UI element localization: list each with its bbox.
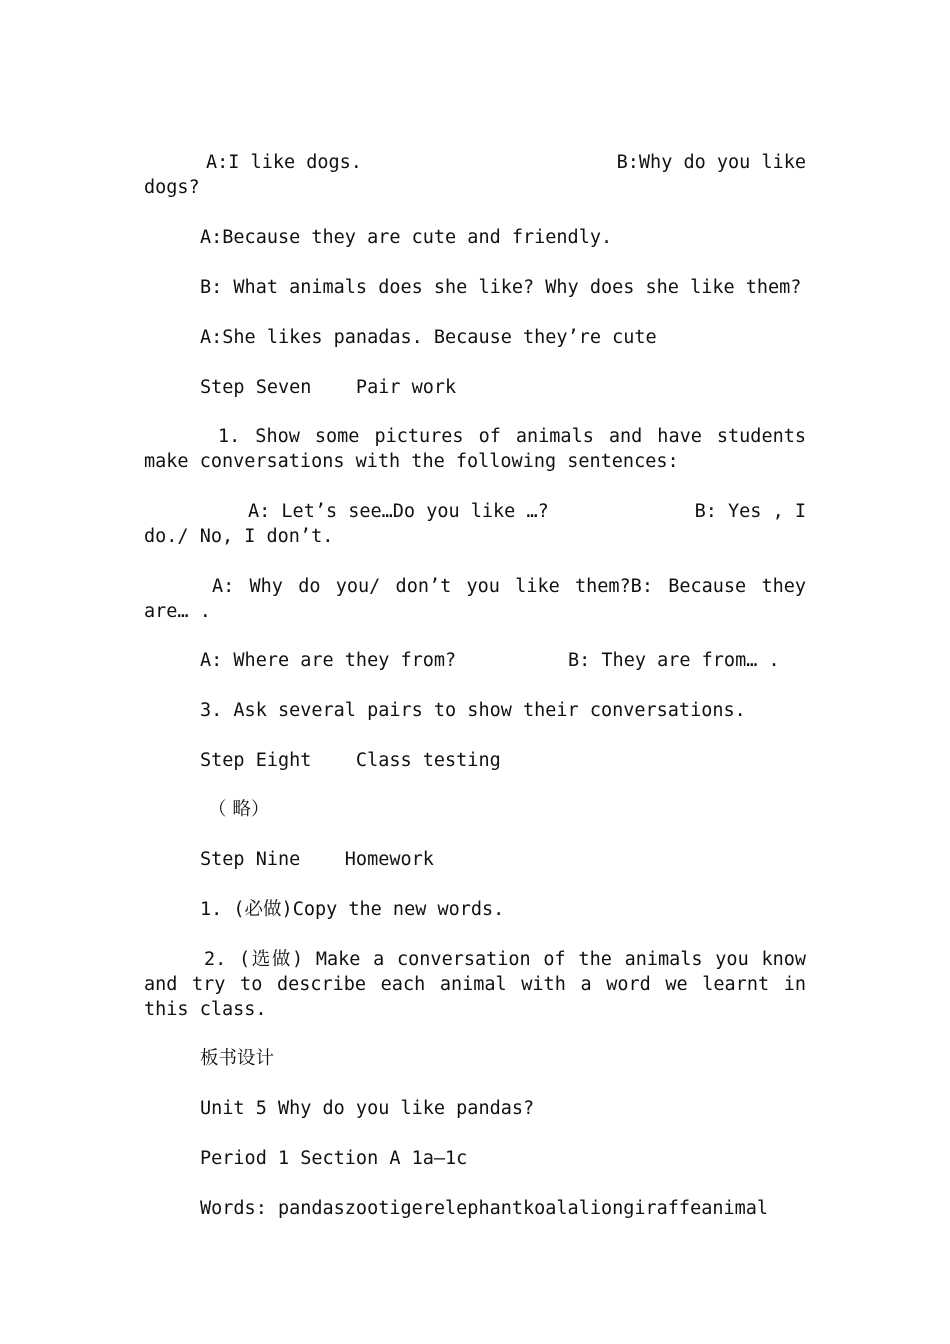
line-b-why-like-dogs: B:Why do you like	[616, 152, 806, 173]
line-she-likes-pandas: A:She likes panadas. Because they’re cute	[200, 327, 657, 348]
dialogue-why-do-you	[144, 574, 806, 624]
line-b-they-are-from: B: They are from… .	[568, 650, 780, 671]
heading-step-nine: Step Nine Homework	[200, 849, 434, 870]
heading-step-eight: Step Eight Class testing	[200, 750, 501, 771]
line-are-continued: are… .	[144, 601, 211, 622]
paragraph-show-pictures: 1. Show some pictures of animals and have students make conversations with the following sentences:	[144, 426, 806, 472]
homework-item-2: 2. (选做) Make a conversation of the animals you know and try to describe each animal with a word we learnt in this class.	[144, 949, 806, 1020]
homework-item-1: 1. (必做)Copy the new words.	[200, 899, 505, 920]
dialogue-lets-see	[144, 499, 806, 549]
line-words: Words: pandaszootigerelephantkoalaliongiraffeanimal	[200, 1198, 769, 1219]
line-a-why-do-you: A: Why do you/ don’t you like them?B: Because they	[212, 576, 806, 597]
dialogue-where-from	[144, 648, 806, 673]
line-what-animals: B: What animals does she like? Why does she like them?	[200, 277, 802, 298]
line-dogs-continued: dogs?	[144, 177, 200, 198]
line-because-cute: A:Because they are cute and friendly.	[200, 227, 613, 248]
line-a-where-from: A: Where are they from?	[200, 650, 457, 671]
line-do-no-dont: do./ No, I don’t.	[144, 526, 334, 547]
line-period: Period 1 Section A 1a—1c	[200, 1148, 468, 1169]
heading-step-seven: Step Seven Pair work	[200, 377, 457, 398]
dialogue-line-dogs	[144, 150, 806, 200]
line-unit-title: Unit 5 Why do you like pandas?	[200, 1098, 535, 1119]
line-b-yes: B: Yes , I	[694, 501, 806, 522]
line-a-lets-see: A: Let’s see…Do you like …?	[248, 501, 549, 522]
line-omitted: （ 略）	[208, 799, 270, 820]
heading-board-design: 板书设计	[200, 1048, 275, 1069]
line-ask-pairs: 3. Ask several pairs to show their conversations.	[200, 700, 746, 721]
line-a-like-dogs: A:I like dogs.	[206, 152, 362, 173]
